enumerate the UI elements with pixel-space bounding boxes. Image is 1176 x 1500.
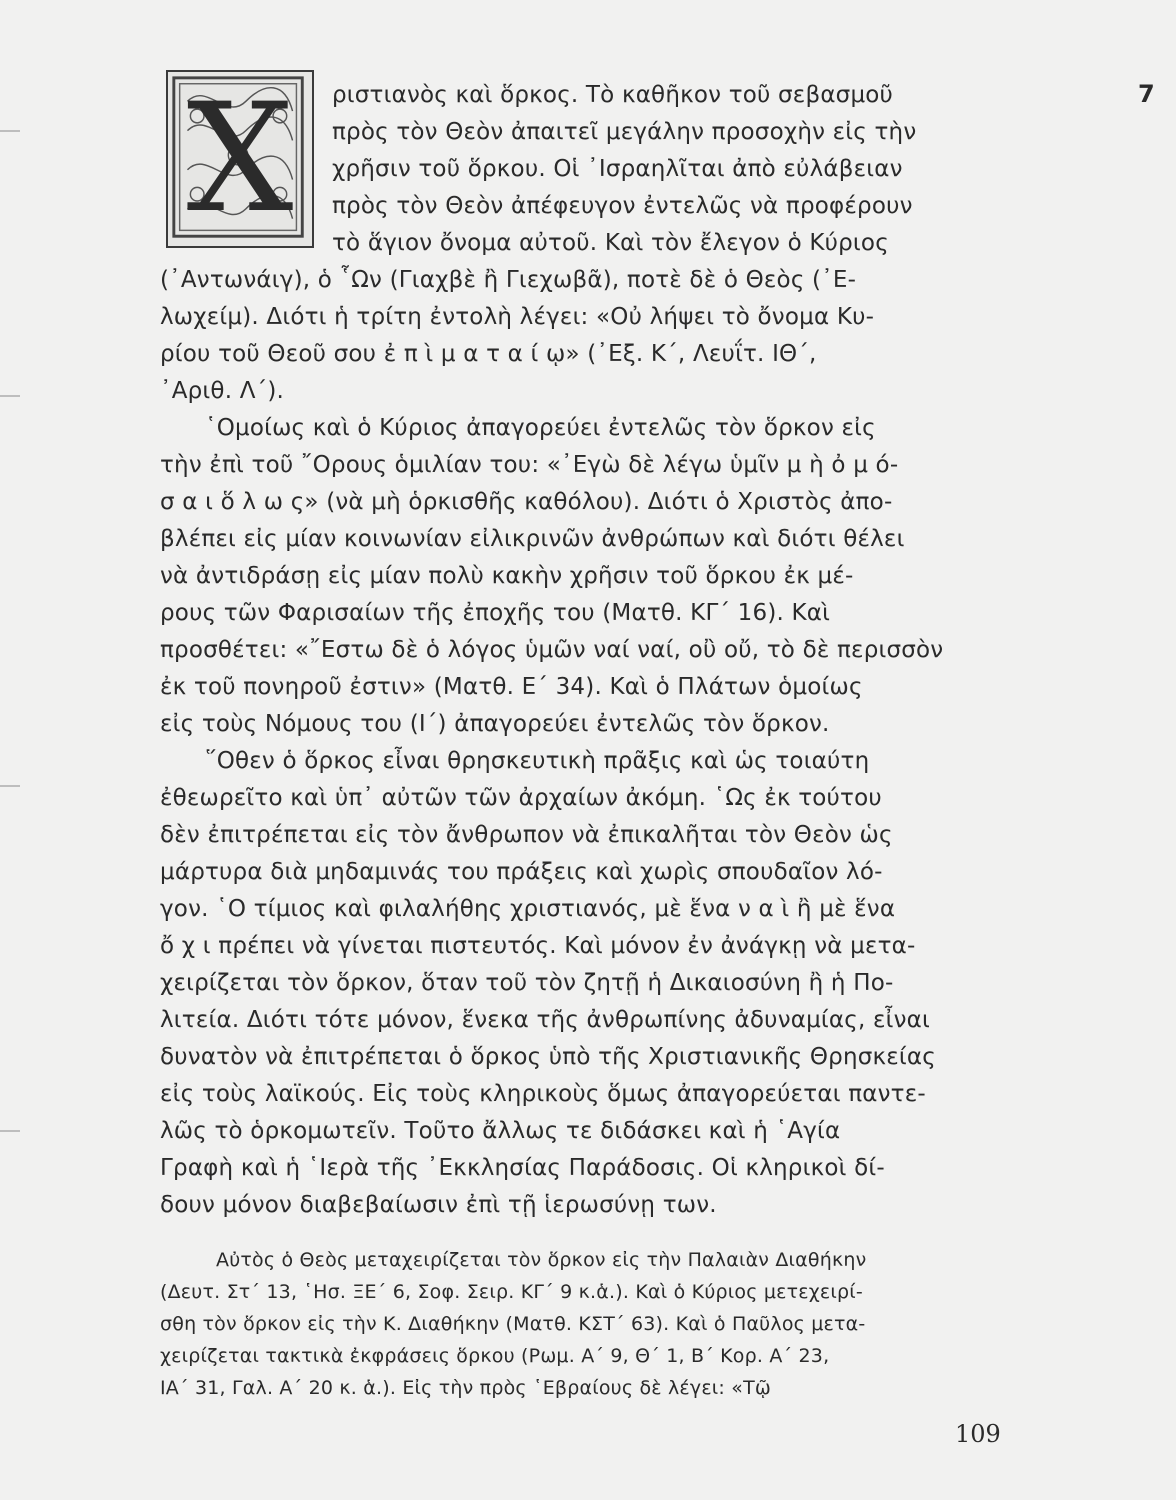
body-line: εἰς τοὺς λαϊκούς. Εἰς τοὺς κληρικοὺς ὅμως ἀπαγορεύεται παντε-: [160, 1081, 926, 1107]
body-line: χρῆσιν τοῦ ὅρκου. Οἱ ᾽Ισραηλῖται ἀπὸ εὐλάβειαν: [332, 156, 903, 182]
page-number: 109: [955, 1420, 1001, 1448]
body-line: προσθέτει: «῎Εστω δὲ ὁ λόγος ὑμῶν ναί ναί, οὒ οὔ, τὸ δὲ περισσὸν: [160, 637, 944, 663]
body-line: Γραφὴ καὶ ἡ ῾Ιερὰ τῆς ᾽Εκκλησίας Παράδοσις. Οἱ κληρικοὶ δί-: [160, 1155, 885, 1181]
body-line: νὰ ἀντιδράσῃ εἰς μίαν πολὺ κακὴν χρῆσιν τοῦ ὅρκου ἐκ μέ-: [160, 563, 854, 589]
body-line: δουν μόνον διαβεβαίωσιν ἐπὶ τῇ ἱερωσύνῃ των.: [160, 1192, 717, 1218]
body-line: ριστιανὸς καὶ ὅρκος. Τὸ καθῆκον τοῦ σεβασμοῦ: [332, 82, 894, 108]
footnote-line: (Δευτ. Στ΄ 13, ῾Ησ. ΞΕ΄ 6, Σοφ. Σειρ. ΚΓ΄ 9 κ.ἁ.). Καὶ ὁ Κύριος μετεχειρί-: [160, 1281, 863, 1303]
body-line: δυνατὸν νὰ ἐπιτρέπεται ὁ ὅρκος ὑπὸ τῆς Χριστιανικῆς Θρησκείας: [160, 1044, 936, 1070]
binding-mark: [0, 785, 20, 787]
body-line: λῶς τὸ ὁρκομωτεῖν. Τοῦτο ἄλλως τε διδάσκει καὶ ἡ ῾Αγία: [160, 1118, 841, 1144]
decorated-initial: [166, 70, 314, 248]
body-line: γον. ῾Ο τίμιος καὶ φιλαλήθης χριστιανός, μὲ ἕνα ν α ὶ ἢ μὲ ἕνα: [160, 896, 896, 922]
drop-cap-letter: Χ: [186, 72, 294, 246]
binding-mark: [0, 395, 20, 397]
footnote-line: σθη τὸν ὅρκον εἰς τὴν Κ. Διαθήκην (Ματθ. ΚΣΤ΄ 63). Καὶ ὁ Παῦλος μετα-: [160, 1313, 866, 1335]
body-line: ῾Ομοίως καὶ ὁ Κύριος ἀπαγορεύει ἐντελῶς τὸν ὅρκον εἰς: [205, 415, 876, 441]
body-line: (᾽Αντωνάιγ), ὁ ῟Ων (Γιαχβὲ ἢ Γιεχωβᾶ), ποτὲ δὲ ὁ Θεὸς (᾽Ε-: [160, 267, 857, 293]
footnote-line: ΙΑ΄ 31, Γαλ. Α΄ 20 κ. ἁ.). Εἰς τὴν πρὸς ῾Εβραίους δὲ λέγει: «Τῷ: [160, 1377, 772, 1399]
body-line: βλέπει εἰς μίαν κοινωνίαν εἰλικρινῶν ἀνθρώπων καὶ διότι θέλει: [160, 526, 905, 552]
body-line: λιτεία. Διότι τότε μόνον, ἕνεκα τῆς ἀνθρωπίνης ἀδυναμίας, εἶναι: [160, 1007, 931, 1033]
body-line: ῞Οθεν ὁ ὅρκος εἶναι θρησκευτικὴ πρᾶξις καὶ ὡς τοιαύτη: [205, 748, 870, 774]
section-number: 7: [1138, 80, 1155, 108]
body-line: τὴν ἐπὶ τοῦ ῎Ορους ὁμιλίαν του: «᾽Εγὼ δὲ λέγω ὑμῖν μ ὴ ὀ μ ό-: [160, 452, 899, 478]
body-line: ὄ χ ι πρέπει νὰ γίνεται πιστευτός. Καὶ μόνον ἐν ἀνάγκῃ νὰ μετα-: [160, 933, 916, 959]
body-line: τὸ ἅγιον ὄνομα αὐτοῦ. Καὶ τὸν ἔλεγον ὁ Κύριος: [332, 230, 889, 256]
body-line: ρίου τοῦ Θεοῦ σου ἐ π ὶ μ α τ α ί ῳ» (᾽Εξ. Κ΄, Λευΐτ. ΙΘ΄,: [160, 341, 817, 367]
body-line: δὲν ἐπιτρέπεται εἰς τὸν ἄνθρωπον νὰ ἐπικαλῆται τὸν Θεὸν ὡς: [160, 822, 893, 848]
body-line: ρους τῶν Φαρισαίων τῆς ἐποχῆς του (Ματθ. ΚΓ΄ 16). Καὶ: [160, 600, 831, 626]
body-line: χειρίζεται τὸν ὅρκον, ὅταν τοῦ τὸν ζητῇ ἡ Δικαιοσύνη ἢ ἡ Πο-: [160, 970, 894, 996]
binding-mark: [0, 130, 20, 132]
body-line: ἐθεωρεῖτο καὶ ὑπ᾽ αὐτῶν τῶν ἀρχαίων ἀκόμη. ῾Ως ἐκ τούτου: [160, 785, 882, 811]
body-line: πρὸς τὸν Θεὸν ἀπαιτεῖ μεγάλην προσοχὴν εἰς τὴν: [332, 119, 917, 145]
footnote-line: Αὐτὸς ὁ Θεὸς μεταχειρίζεται τὸν ὅρκον εἰς τὴν Παλαιὰν Διαθήκην: [216, 1249, 867, 1271]
body-line: πρὸς τὸν Θεὸν ἀπέφευγον ἐντελῶς νὰ προφέρουν: [332, 193, 913, 219]
body-line: ᾽Αριθ. Λ΄).: [160, 378, 285, 404]
body-line: ἐκ τοῦ πονηροῦ ἐστιν» (Ματθ. Ε΄ 34). Καὶ ὁ Πλάτων ὁμοίως: [160, 674, 863, 700]
body-line: σ α ι ὅ λ ω ς» (νὰ μὴ ὁρκισθῆς καθόλου). Διότι ὁ Χριστὸς ἀπο-: [160, 489, 893, 515]
binding-mark: [0, 1130, 20, 1132]
body-line: μάρτυρα διὰ μηδαμινάς του πράξεις καὶ χωρὶς σπουδαῖον λό-: [160, 859, 883, 885]
body-line: λωχείμ). Διότι ἡ τρίτη ἐντολὴ λέγει: «Οὐ λήψει τὸ ὄνομα Κυ-: [160, 304, 875, 330]
footnote-line: χειρίζεται τακτικὰ ἐκφράσεις ὅρκου (Ρωμ. Α΄ 9, Θ΄ 1, Β΄ Κορ. Α΄ 23,: [160, 1345, 830, 1367]
body-line: εἰς τοὺς Νόμους του (Ι΄) ἀπαγορεύει ἐντελῶς τὸν ὅρκον.: [160, 711, 830, 737]
